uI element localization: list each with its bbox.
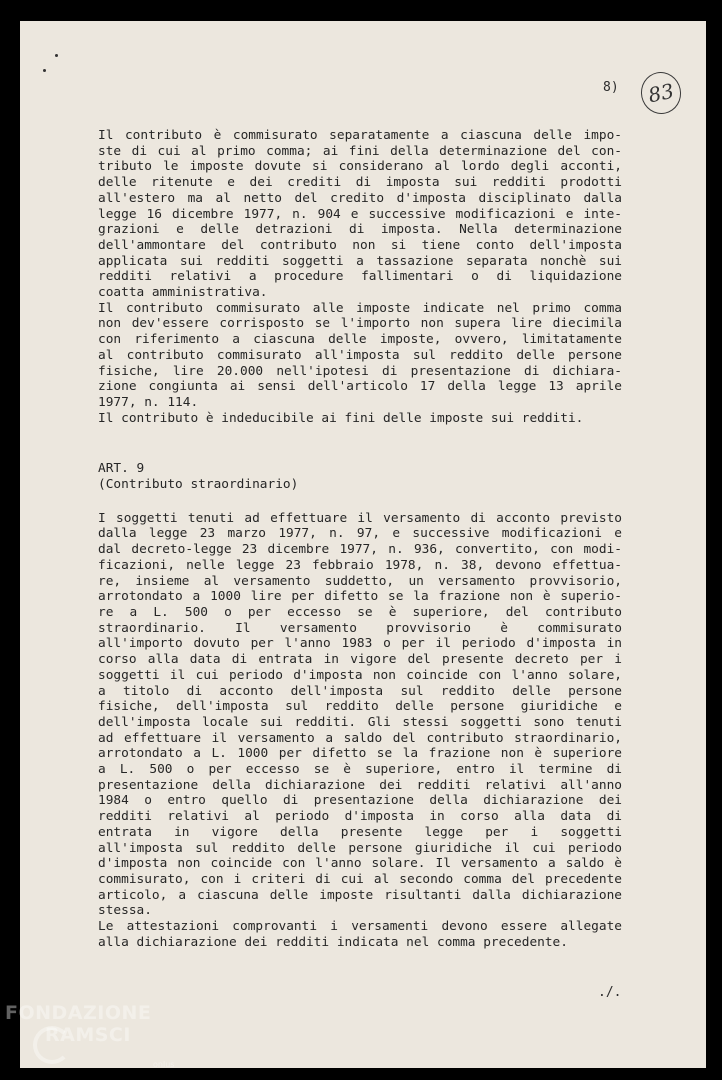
text-line: stessa. [98, 903, 152, 919]
text-line: I soggetti tenuti ad effettuare il versamento di acconto previsto [98, 510, 622, 526]
text-line: dalla legge 23 marzo 1977, n. 97, e successive modificazioni e [98, 526, 622, 542]
watermark-line2: RAMSCI [45, 1024, 131, 1046]
text-line: legge 16 dicembre 1977, n. 904 e successive modificazioni e inte- [98, 206, 622, 222]
watermark-g-logo [33, 1026, 71, 1064]
text-line: fisiche, dell'imposta sul reddito delle persone giuridiche e [98, 699, 622, 715]
text-line: arrotondato a 1000 lire per difetto se la frazione non è superio- [98, 589, 622, 605]
document-body [98, 128, 622, 950]
text-line: commisurato, con i criteri di cui al secondo comma del precedente [98, 871, 622, 887]
text-line: entrata in vigore della presente legge per i soggetti [98, 824, 622, 840]
text-line: all'imposta sul reddito delle persone giuridiche il cui periodo [98, 840, 622, 856]
text-line: alla dichiarazione dei redditi indicata nel comma precedente. [98, 934, 568, 950]
text-line: Il contributo commisurato alle imposte indicate nel primo comma [98, 300, 622, 316]
text-line: con riferimento a ciascuna delle imposte, ovvero, limitatamente [98, 332, 622, 348]
text-line: delle ritenute e dei crediti di imposta sui redditi prodotti [98, 175, 622, 191]
text-line: al contributo commisurato all'imposta sul reddito delle persone [98, 347, 622, 363]
text-line: re, insieme al versamento suddetto, un versamento provvisorio, [98, 573, 622, 589]
text-line: ste di cui al primo comma; ai fini della determinazione del con- [98, 143, 622, 159]
text-line: 1977, n. 114. [98, 394, 199, 410]
text-line: corso alla data di entrata in vigore del presente decreto per i [98, 652, 622, 668]
speck [43, 69, 46, 72]
text-line: ad effettuare il versamento a saldo del contributo straordinario, [98, 730, 622, 746]
page-number: 8) [603, 80, 619, 95]
text-line: d'imposta non coincide con l'anno solare. Il versamento a saldo è [98, 856, 622, 872]
text-line: redditi relativi al periodo d'imposta in corso alla data di [98, 809, 622, 825]
text-line: non dev'essere corrisposto se l'importo non supera lire diecimila [98, 316, 622, 332]
text-line: tributo le imposte dovute si considerano al lordo degli acconti, [98, 159, 622, 175]
text-line: all'estero ma al netto del credito d'imposta disciplinato dalla [98, 190, 622, 206]
text-line: articolo, a ciascuna delle imposte risultanti dalla dichiarazione [98, 887, 622, 903]
text-line: all'importo dovuto per l'anno 1983 o per il periodo d'imposta in [98, 636, 622, 652]
text-line: re a L. 500 o per eccesso se è superiore, del contributo [98, 604, 622, 620]
text-line: applicata sui redditi soggetti a tassazione separata nonchè sui [98, 253, 622, 269]
text-line: Il contributo è commisurato separatamente a ciascuna delle impo- [98, 128, 622, 143]
text-line: zione congiunta ai sensi dell'articolo 17 della legge 13 aprile [98, 379, 622, 395]
watermark-line1: FONDAZIONE [5, 1002, 152, 1024]
text-line: dell'ammontare del contributo non si tiene conto dell'imposta [98, 237, 622, 253]
text-line: 1984 o entro quello di presentazione della dichiarazione dei [98, 793, 622, 809]
watermark-line3: onlus [153, 1060, 175, 1069]
text-line: a titolo di acconto dell'imposta sul reddito delle persone [98, 683, 622, 699]
archive-watermark [5, 1002, 175, 1069]
article-subtitle: (Contributo straordinario) [98, 477, 299, 493]
text-line: presentazione della dichiarazione dei redditi relativi all'anno [98, 777, 622, 793]
text-line: Le attestazioni comprovanti i versamenti devono essere allegate [98, 919, 622, 935]
text-line: ficazioni, nelle legge 23 febbraio 1978, n. 38, devono effettua- [98, 557, 622, 573]
article-heading: ART. 9 [98, 461, 145, 477]
text-line: fisiche, lire 20.000 nell'ipotesi di presentazione di dichiara- [98, 363, 622, 379]
paragraph-contributo-straordinario [98, 511, 622, 951]
handwritten-page-number: 83 [637, 68, 685, 117]
speck [55, 54, 58, 57]
text-line: arrotondato a L. 1000 per difetto se la frazione non è superiore [98, 746, 622, 762]
text-line: redditi relativi a procedure fallimentari o di liquidazione [98, 269, 622, 285]
text-line: dal decreto-legge 23 dicembre 1977, n. 936, convertito, con modi- [98, 542, 622, 558]
text-line: a L. 500 o per eccesso se è superiore, entro il termine di [98, 762, 622, 778]
text-line: coatta amministrativa. [98, 285, 268, 301]
text-line: dell'imposta locale sui redditi. Gli stessi soggetti sono tenuti [98, 714, 622, 730]
text-line: soggetti il cui periodo d'imposta non coincide con l'anno solare, [98, 667, 622, 683]
paragraph-contributo [98, 128, 622, 426]
text-line: Il contributo è indeducibile ai fini delle imposte sui redditi. [98, 410, 584, 426]
text-line: grazioni e delle detrazioni di imposta. Nella determinazione [98, 222, 622, 238]
continuation-mark: ./. [598, 985, 622, 1000]
text-line: straordinario. Il versamento provvisorio è commisurato [98, 620, 622, 636]
